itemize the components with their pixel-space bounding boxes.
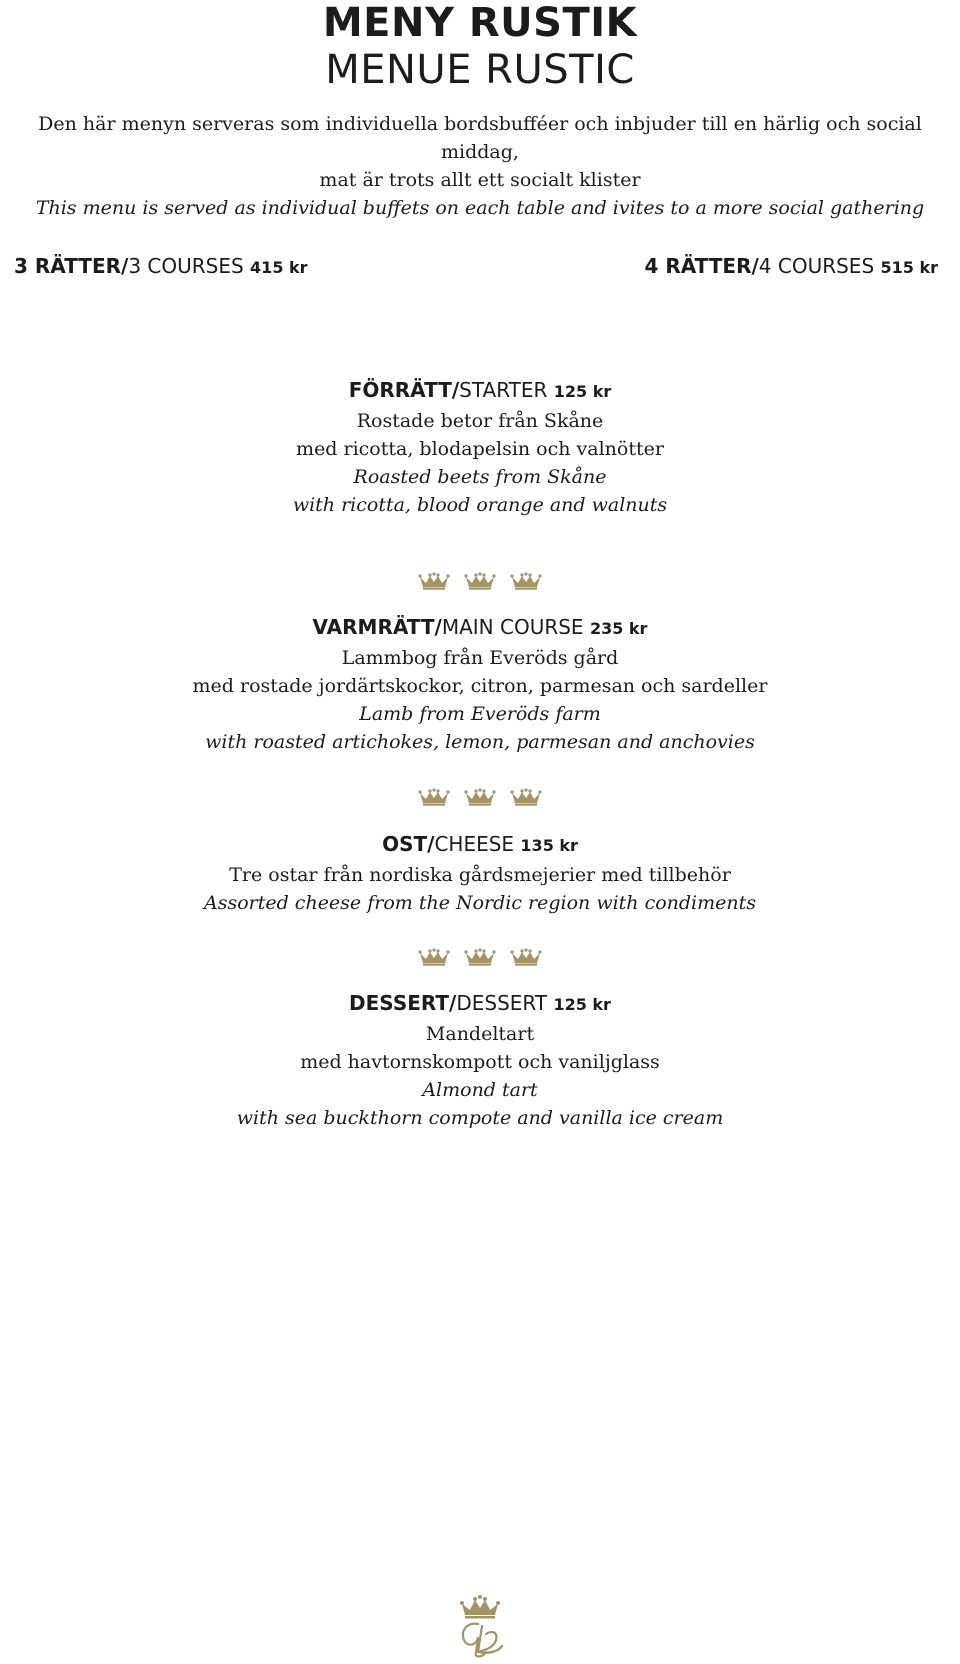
dish-sv-line: med ricotta, blodapelsin och valnötter [296, 438, 664, 460]
course-price: 125 kr [553, 995, 611, 1014]
price-option-4-courses [644, 254, 938, 278]
separator: / [751, 254, 759, 278]
course-price: 125 kr [553, 382, 612, 401]
price-option-label-en: 3 COURSES [128, 254, 244, 278]
dish-sv-line: Rostade betor från Skåne [356, 410, 604, 432]
dish-en-line: with sea buckthorn compote and vanilla ice cream [236, 1107, 724, 1129]
dish-en-line: Assorted cheese from the Nordic region with condiments [203, 892, 757, 914]
price-option-price: 515 kr [880, 258, 938, 277]
course-name-en: STARTER [459, 378, 548, 402]
course-price: 135 kr [520, 836, 578, 855]
separator: / [427, 832, 435, 856]
crown-icon [509, 788, 543, 806]
pricing-options [14, 254, 938, 284]
intro-sv-line-1: Den här menyn serveras som individuella bordsbufféer och inbjuder till en härlig och social middag, [38, 113, 922, 163]
course-heading [0, 829, 960, 861]
separator: / [121, 254, 129, 278]
course-name-en: DESSERT [456, 991, 548, 1015]
price-option-label-sv: 4 RÄTTER [644, 254, 752, 278]
crown-divider [0, 948, 960, 970]
dish-en-line: Lamb from Everöds farm [359, 703, 601, 725]
course-starter [0, 375, 960, 519]
course-name-en: CHEESE [434, 832, 515, 856]
course-main [0, 612, 960, 756]
menu-title: MENY RUSTIK [322, 0, 638, 46]
course-name-sv: FÖRRÄTT [348, 378, 452, 402]
separator: / [451, 378, 460, 402]
crown-icon [509, 572, 543, 590]
crown-icon [417, 788, 451, 806]
crown-icon [509, 948, 543, 966]
crown-icon [463, 572, 497, 590]
course-heading [0, 612, 960, 644]
intro-en-line: This menu is served as individual buffets on each table and ivites to a more social gathering [35, 197, 925, 219]
price-option-label-en: 4 COURSES [758, 254, 875, 278]
separator: / [434, 615, 442, 639]
course-heading [0, 988, 960, 1020]
price-option-price: 415 kr [250, 258, 308, 277]
course-name-sv: VARMRÄTT [312, 615, 435, 639]
menu-intro [0, 110, 960, 222]
dish-sv-line: Tre ostar från nordiska gårdsmejerier med tillbehör [229, 864, 731, 886]
crown-icon [463, 788, 497, 806]
dish-en-line: Roasted beets from Skåne [353, 466, 607, 488]
menu-header [0, 0, 960, 94]
crown-icon [417, 948, 451, 966]
monogram-crown-logo [448, 1590, 512, 1660]
course-cheese [0, 829, 960, 917]
course-name-en: MAIN COURSE [441, 615, 584, 639]
crown-icon [463, 948, 497, 966]
menu-subtitle: MENUE RUSTIC [325, 47, 635, 93]
course-dessert [0, 988, 960, 1132]
price-option-3-courses [14, 254, 308, 278]
dish-sv-line: Mandeltart [425, 1023, 535, 1045]
crown-icon [417, 572, 451, 590]
separator: / [449, 991, 457, 1015]
dish-en-line: with roasted artichokes, lemon, parmesan and anchovies [205, 731, 755, 753]
dish-en-line: Almond tart [422, 1079, 538, 1101]
dish-sv-line: med rostade jordärtskockor, citron, parmesan och sardeller [192, 675, 768, 697]
dish-en-line: with ricotta, blood orange and walnuts [292, 494, 668, 516]
course-price: 235 kr [589, 619, 648, 638]
price-option-label-sv: 3 RÄTTER [14, 254, 122, 278]
course-name-sv: DESSERT [349, 991, 450, 1015]
course-heading [0, 375, 960, 407]
intro-sv-line-2: mat är trots allt ett socialt klister [319, 169, 641, 191]
course-name-sv: OST [382, 832, 428, 856]
crown-divider [0, 572, 960, 594]
dish-sv-line: Lammbog från Everöds gård [341, 647, 619, 669]
dish-sv-line: med havtornskompott och vaniljglass [300, 1051, 660, 1073]
crown-divider [0, 788, 960, 810]
